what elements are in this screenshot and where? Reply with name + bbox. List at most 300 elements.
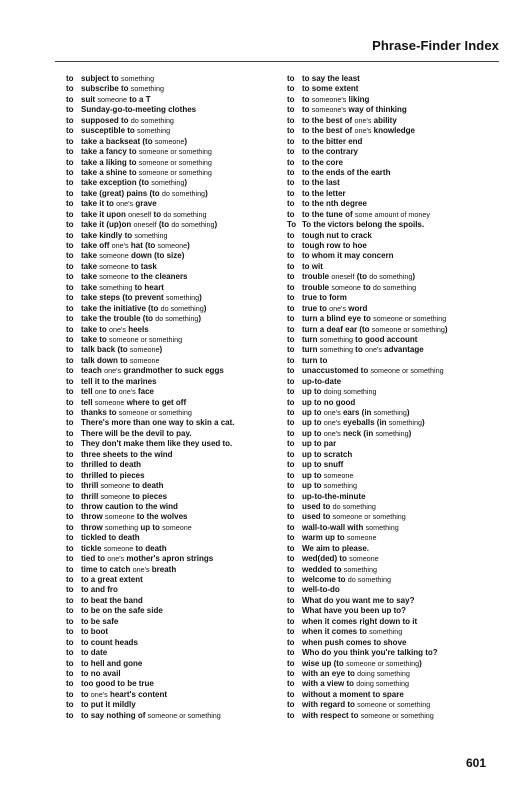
entry-phrase: teach one's grandmother to suck eggs [81,366,224,376]
entry-phrase: to the best of one's ability [302,115,397,125]
entry-keyword: to [66,710,74,720]
index-entry [66,325,276,335]
index-entry [287,502,497,512]
index-entry [66,335,276,345]
entry-keyword: to [287,314,295,324]
index-entry [287,408,497,418]
entry-phrase: take off one's hat (to someone) [81,241,190,250]
entry-phrase: unaccustomed to someone or something [302,366,444,376]
entry-keyword: to [287,355,295,365]
index-entry [66,95,276,105]
entry-keyword: to [66,616,74,626]
entry-keyword: to [66,481,74,491]
entry-phrase: up to doing something [302,387,377,397]
entry-phrase: when push comes to shove [302,637,407,647]
entry-phrase: to some extent [302,84,359,94]
entry-keyword: to [287,679,295,689]
entry-phrase: tickle someone to death [81,543,167,553]
index-entry [66,429,276,439]
entry-phrase: take it to one's grave [81,199,157,209]
entry-keyword: to [287,282,295,292]
entry-phrase: take a fancy to someone or something [81,147,212,157]
entry-phrase: to wit [302,261,323,271]
index-entry [66,502,276,512]
entry-keyword: to [66,627,74,637]
entry-keyword: to [287,637,295,647]
entry-keyword: to [66,679,74,689]
index-entry [66,178,276,188]
entry-keyword: to [287,397,295,407]
entry-phrase: to whom it may concern [302,251,394,261]
entry-keyword: to [287,188,295,198]
entry-keyword: to [287,470,295,480]
index-entry [66,168,276,178]
index-entry [66,690,276,700]
entry-phrase: three sheets to the wind [81,449,173,459]
entry-keyword: to [66,439,74,449]
index-entry [287,116,497,126]
index-entry [66,471,276,481]
entry-phrase: take to one's heels [81,324,149,334]
index-entry [287,189,497,199]
entry-phrase: up to someone [302,470,354,480]
entry-phrase: trouble someone to do something [302,282,417,292]
index-entry [66,659,276,669]
entry-phrase: take exception (to something) [81,178,188,188]
entry-keyword: to [287,700,295,710]
entry-keyword: to [287,606,295,616]
index-entry [287,126,497,136]
page-number: 601 [465,756,486,770]
index-entry [66,231,276,241]
index-entry [287,74,497,84]
entry-phrase: to someone's liking [302,94,370,104]
entry-phrase: up to one's eyeballs (in something) [302,418,425,428]
entry-keyword: to [287,84,295,94]
index-column-left [66,74,276,721]
index-entry [66,408,276,418]
entry-keyword: to [287,491,295,501]
entry-phrase: to someone's way of thinking [302,105,407,115]
entry-phrase: take a backseat (to someone) [81,136,188,146]
entry-keyword: to [66,533,74,543]
index-entry [66,304,276,314]
index-entry [66,575,276,585]
entry-keyword: to [66,366,74,376]
header-rule [55,61,499,62]
entry-keyword: to [287,74,295,83]
index-entry [287,231,497,241]
index-entry [66,220,276,230]
page-title: Phrase-Finder Index [372,38,499,53]
entry-phrase: take a liking to someone or something [81,157,212,167]
index-entry [66,512,276,522]
index-entry [287,585,497,595]
index-entry [287,377,497,387]
entry-keyword: to [66,345,74,355]
index-entry [287,711,497,721]
entry-keyword: to [66,261,74,271]
entry-phrase: to the letter [302,188,346,198]
entry-phrase: What have you been up to? [302,606,407,616]
index-entry [287,325,497,335]
entry-keyword: to [287,272,295,282]
index-entry [287,251,497,261]
entry-phrase: take the trouble (to do something) [81,314,202,324]
entry-keyword: to [66,241,74,250]
entry-phrase: turn to [302,355,328,365]
entry-keyword: to [287,94,295,104]
entry-keyword: to [66,376,74,386]
entry-phrase: to no avail [81,668,121,678]
index-entry [66,700,276,710]
entry-keyword: to [287,616,295,626]
index-entry [66,585,276,595]
entry-phrase: to hell and gone [81,658,143,668]
index-entry [287,137,497,147]
index-entry [66,711,276,721]
index-entry [66,241,276,251]
entry-keyword: to [66,522,74,532]
index-entry [287,471,497,481]
entry-keyword: to [287,167,295,177]
index-entry [66,210,276,220]
entry-keyword: to [66,251,74,261]
entry-keyword: to [287,324,295,334]
index-entry [66,387,276,397]
entry-keyword: to [66,115,74,125]
entry-keyword: to [66,470,74,480]
index-entry [66,158,276,168]
index-entry [287,345,497,355]
index-entry [66,481,276,491]
entry-phrase: up to one's neck (in something) [302,428,412,438]
entry-phrase: There's more than one way to skin a cat. [81,418,235,428]
entry-keyword: to [66,512,74,522]
index-entry [66,251,276,261]
entry-phrase: take steps (to prevent something) [81,293,202,303]
entry-phrase: subscribe to something [81,84,164,94]
entry-phrase: to the nth degree [302,199,367,209]
entry-phrase: to the last [302,178,340,188]
entry-phrase: used to someone or something [302,512,406,522]
entry-keyword: to [287,241,295,250]
entry-keyword: To [287,220,297,230]
index-entry [66,533,276,543]
entry-keyword: to [287,512,295,522]
entry-keyword: to [66,94,74,104]
entry-phrase: talk back (to someone) [81,345,163,355]
index-entry [66,84,276,94]
entry-phrase: up to no good [302,397,356,407]
entry-phrase: trouble oneself (to do something) [302,272,416,282]
index-entry [287,439,497,449]
entry-phrase: warm up to someone [302,533,377,543]
index-entry [66,669,276,679]
entry-phrase: with a view to doing something [302,679,409,689]
entry-keyword: to [287,564,295,574]
entry-keyword: to [287,575,295,584]
entry-keyword: to [287,689,295,699]
entry-keyword: to [287,418,295,428]
entry-keyword: to [66,408,74,417]
index-entry [66,627,276,637]
entry-keyword: to [66,324,74,334]
entry-phrase: tell someone where to get off [81,397,187,407]
entry-keyword: to [287,147,295,157]
entry-phrase: with an eye to doing something [302,668,410,678]
entry-phrase: to one's heart's content [81,689,167,699]
entry-keyword: to [287,710,295,720]
entry-keyword: to [287,408,295,417]
index-entry [66,565,276,575]
entry-keyword: to [287,428,295,438]
entry-phrase: throw caution to the wind [81,501,178,511]
entry-phrase: tough nut to crack [302,230,372,240]
entry-keyword: to [66,387,74,397]
index-entry [66,648,276,658]
entry-keyword: to [66,606,74,616]
index-entry [287,335,497,345]
entry-phrase: turn a blind eye to someone or something [302,314,447,324]
entry-phrase: thrilled to pieces [81,470,145,480]
entry-keyword: to [66,554,74,564]
entry-keyword: to [287,115,295,125]
entry-phrase: take it (up)on oneself (to do something) [81,220,218,230]
entry-keyword: to [287,627,295,637]
entry-phrase: to say nothing of someone or something [81,710,221,720]
index-entry [287,387,497,397]
entry-keyword: to [66,272,74,282]
entry-keyword: to [287,126,295,136]
entry-keyword: to [66,157,74,167]
entry-phrase: wed(ded) to someone [302,554,379,564]
entry-phrase: when it comes right down to it [302,616,418,626]
index-entry [287,627,497,637]
entry-phrase: to the best of one's knowledge [302,126,415,136]
index-entry [66,606,276,616]
index-entry [287,220,497,230]
entry-phrase: true to form [302,293,347,303]
index-entry [287,648,497,658]
entry-phrase: without a moment to spare [302,689,404,699]
entry-keyword: to [66,147,74,157]
entry-phrase: up to something [302,481,357,491]
entry-keyword: to [287,648,295,658]
index-entry [287,178,497,188]
index-entry [287,596,497,606]
entry-phrase: to and fro [81,585,118,595]
entry-phrase: suit someone to a T [81,94,151,104]
entry-phrase: tell one to one's face [81,387,154,397]
entry-phrase: up-to-date [302,376,342,386]
entry-keyword: to [66,314,74,324]
index-entry [66,283,276,293]
index-entry [287,356,497,366]
entry-phrase: take a shine to someone or something [81,167,212,177]
entry-phrase: tough row to hoe [302,241,367,250]
entry-phrase: to the core [302,157,343,167]
index-entry [66,638,276,648]
entry-phrase: used to do something [302,501,376,511]
index-entry [287,450,497,460]
entry-keyword: to [287,136,295,146]
entry-phrase: take (great) pains (to do something) [81,188,208,198]
entry-keyword: to [66,334,74,344]
entry-phrase: Who do you think you're talking to? [302,648,438,658]
entry-keyword: to [66,658,74,668]
index-entry [287,210,497,220]
entry-phrase: supposed to do something [81,115,174,125]
entry-phrase: take it upon oneself to do something [81,209,207,219]
entry-keyword: to [287,261,295,271]
index-entry [287,84,497,94]
entry-phrase: to the bitter end [302,136,363,146]
index-entry [287,418,497,428]
entry-keyword: to [287,199,295,209]
entry-keyword: to [66,595,74,605]
entry-keyword: to [287,303,295,313]
entry-phrase: true to one's word [302,303,368,313]
entry-keyword: to [66,303,74,313]
entry-keyword: to [287,522,295,532]
entry-keyword: to [66,449,74,459]
entry-phrase: take kindly to something [81,230,168,240]
entry-phrase: take someone down (to size) [81,251,185,261]
entry-keyword: to [66,543,74,553]
entry-keyword: to [66,293,74,303]
index-entry [66,377,276,387]
index-entry [287,492,497,502]
index-entry [66,492,276,502]
entry-phrase: to a great extent [81,575,143,584]
index-entry [66,105,276,115]
entry-keyword: to [287,366,295,376]
entry-phrase: take something to heart [81,282,164,292]
entry-keyword: to [66,668,74,678]
index-entry [66,262,276,272]
entry-phrase: up to snuff [302,460,344,470]
entry-keyword: to [66,199,74,209]
index-entry [66,439,276,449]
index-column-right [287,74,497,721]
index-entry [287,690,497,700]
index-entry [287,512,497,522]
entry-phrase: take to someone or something [81,334,183,344]
index-entry [287,575,497,585]
entry-phrase: to the ends of the earth [302,167,391,177]
index-entry [66,523,276,533]
entry-phrase: wall-to-wall with something [302,522,399,532]
entry-keyword: to [287,460,295,470]
index-entry [66,356,276,366]
index-entry [287,147,497,157]
entry-phrase: to say the least [302,74,360,83]
entry-phrase: wedded to something [302,564,377,574]
index-entry [66,554,276,564]
entry-phrase: There will be the devil to pay. [81,428,192,438]
entry-keyword: to [66,491,74,501]
entry-keyword: to [66,585,74,595]
entry-phrase: take the initiative (to do something) [81,303,207,313]
entry-keyword: to [287,334,295,344]
index-entry [66,74,276,84]
entry-keyword: to [287,543,295,553]
index-entry [66,147,276,157]
entry-phrase: to be on the safe side [81,606,163,616]
index-entry [287,554,497,564]
index-entry [287,398,497,408]
entry-phrase: up to par [302,439,337,449]
entry-keyword: to [287,345,295,355]
entry-keyword: to [287,178,295,188]
entry-keyword: to [287,658,295,668]
index-entry [287,523,497,533]
index-entry [287,544,497,554]
index-entry [66,189,276,199]
index-entry [287,293,497,303]
entry-phrase: to put it mildly [81,700,136,710]
index-entry [287,272,497,282]
entry-phrase: with respect to someone or something [302,710,434,720]
index-entry [66,199,276,209]
entry-keyword: to [287,230,295,240]
entry-phrase: turn a deaf ear (to someone or something) [302,324,448,334]
entry-keyword: to [287,668,295,678]
entry-phrase: take someone to task [81,261,157,271]
index-entry [287,283,497,293]
entry-keyword: to [66,397,74,407]
entry-phrase: Sunday-go-to-meeting clothes [81,105,197,115]
entry-keyword: to [66,220,74,230]
index-entry [66,460,276,470]
entry-keyword: to [66,126,74,136]
index-entry [287,199,497,209]
index-entry [287,669,497,679]
entry-phrase: when it comes to something [302,627,403,637]
entry-keyword: to [287,439,295,449]
entry-keyword: to [287,481,295,491]
entry-keyword: to [66,105,74,115]
entry-keyword: to [66,178,74,188]
entry-keyword: to [287,501,295,511]
entry-keyword: to [287,157,295,167]
index-entry [66,116,276,126]
entry-phrase: throw someone to the wolves [81,512,188,522]
entry-phrase: turn something to good account [302,334,418,344]
running-header [55,26,499,53]
entry-phrase: to the tune of some amount of money [302,209,430,219]
index-entry [287,638,497,648]
entry-keyword: to [287,293,295,303]
index-entry [287,314,497,324]
entry-keyword: to [66,282,74,292]
entry-phrase: up to one's ears (in something) [302,408,410,417]
entry-phrase: tell it to the marines [81,376,157,386]
index-entry [287,304,497,314]
entry-phrase: wise up (to someone or something) [302,658,422,668]
entry-phrase: welcome to do something [302,575,391,584]
entry-keyword: to [66,700,74,710]
entry-phrase: to beat the band [81,595,143,605]
entry-keyword: to [287,595,295,605]
entry-phrase: too good to be true [81,679,154,689]
entry-keyword: to [66,418,74,428]
index-entry [287,158,497,168]
entry-keyword: to [287,105,295,115]
entry-phrase: throw something up to someone [81,522,192,532]
entry-keyword: to [66,564,74,574]
